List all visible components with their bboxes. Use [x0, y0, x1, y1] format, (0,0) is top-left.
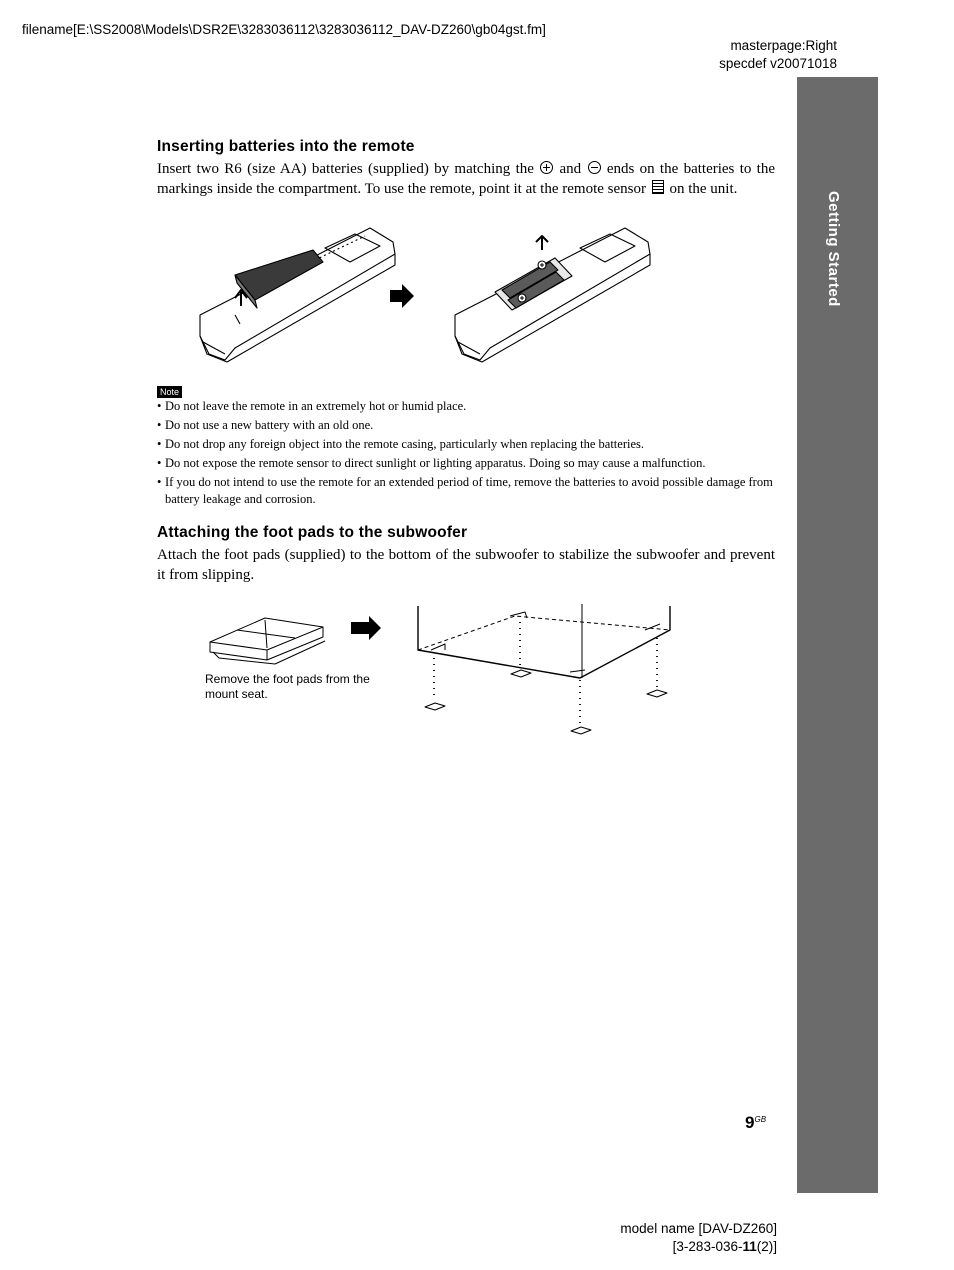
batteries-text-part3: ends on the batteries to the markings inside the compartment. To use the remote, point it at the remote sensor [157, 161, 775, 197]
note-item: • Do not expose the remote sensor to direct sunlight or lighting apparatus. Doing so may cause a malfunction. [157, 455, 782, 472]
model-name: model name [DAV-DZ260] [620, 1221, 777, 1236]
remote-sensor-icon [652, 180, 664, 194]
arrow-right-icon [351, 616, 381, 640]
section-sidebar-tab [797, 77, 878, 1193]
note-item: • If you do not intend to use the remote for an extended period of time, remove the batteries to avoid possible damage from battery leakage and corrosion. [157, 474, 782, 508]
model-code [620, 1238, 777, 1256]
plus-terminal-icon [540, 161, 553, 174]
footpads-paragraph: Attach the foot pads (supplied) to the bottom of the subwoofer to stabilize the subwoofer and prevent it from slipping. [157, 547, 775, 583]
note-item: • Do not leave the remote in an extremely hot or humid place. [157, 398, 782, 415]
filename-meta: filename[E:\SS2008\Models\DSR2E\3283036112\3283036112_DAV-DZ260\gb04gst.fm] [22, 22, 546, 37]
subwoofer-foot-pads-illustration [205, 600, 685, 740]
batteries-text-part1: Insert two R6 (size AA) batteries (supplied) by matching the [157, 161, 534, 177]
batteries-heading: Inserting batteries into the remote [157, 138, 415, 155]
note-item: • Do not use a new battery with an old one. [157, 417, 782, 434]
remote-batteries-inserted-drawing [455, 228, 650, 362]
model-code-suffix: (2)] [756, 1239, 777, 1254]
batteries-text-part2: and [559, 161, 582, 177]
subwoofer-drawing [418, 604, 670, 734]
masterpage-meta [719, 37, 837, 73]
masterpage-label: masterpage:Right [730, 38, 837, 53]
model-code-prefix: [3-283-036- [672, 1239, 743, 1254]
note-item: • Do not drop any foreign object into the remote casing, particularly when replacing the batteries. [157, 436, 782, 453]
remote-battery-illustration [195, 220, 665, 370]
mount-seat-drawing [210, 618, 325, 664]
footpads-caption: Remove the foot pads from the mount seat. [205, 672, 370, 701]
batteries-paragraph [157, 160, 775, 199]
model-info [620, 1220, 777, 1256]
minus-terminal-icon [588, 161, 601, 174]
sidebar-section-label: Getting Started [825, 191, 842, 307]
note-badge: Note [157, 386, 182, 398]
page-number [745, 1113, 766, 1133]
footpads-heading: Attaching the foot pads to the subwoofer [157, 524, 468, 541]
remote-open-cover-drawing [200, 228, 395, 362]
notes-list [157, 398, 782, 510]
page-number-value: 9 [745, 1113, 755, 1132]
page-number-suffix: GB [754, 1115, 767, 1124]
specdef-label: specdef v20071018 [719, 56, 837, 71]
batteries-text-part4: on the unit. [669, 180, 738, 197]
arrow-right-icon [390, 284, 414, 308]
model-code-bold: 11 [742, 1239, 757, 1254]
